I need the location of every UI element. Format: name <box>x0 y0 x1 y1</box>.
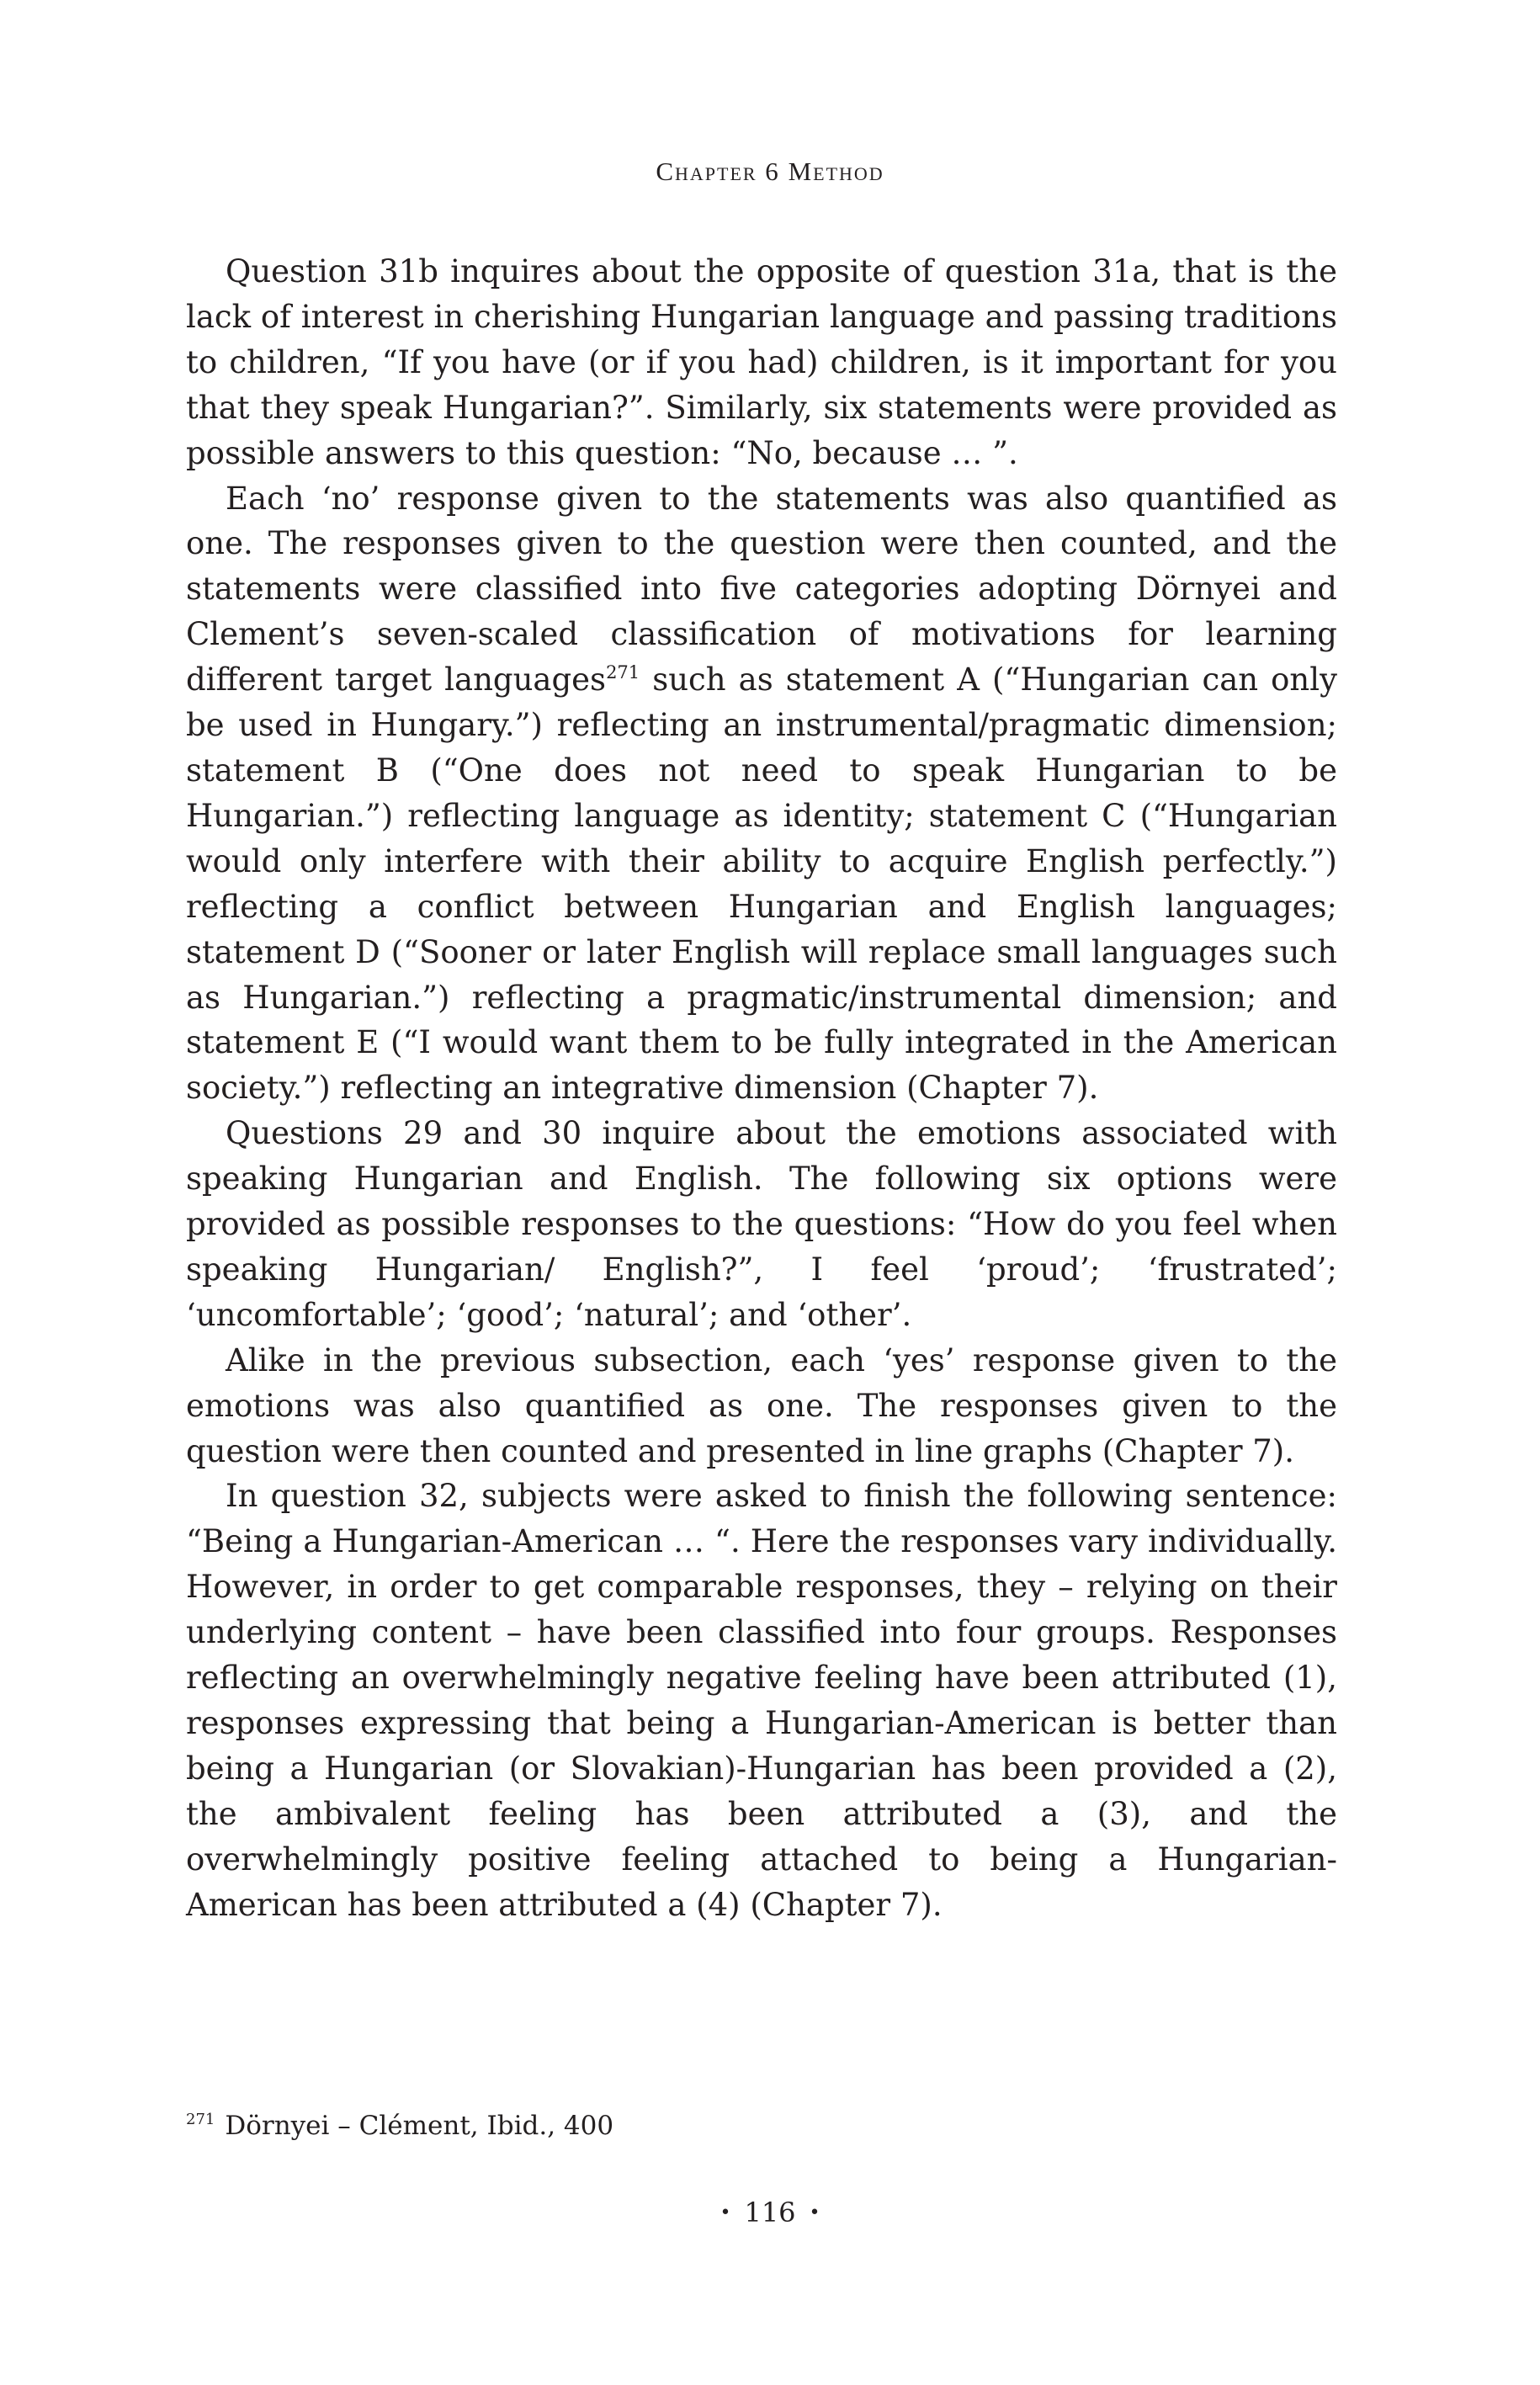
paragraph-3: Questions 29 and 30 inquire about the emotions associated with speaking Hungarian and English. The following six options were provided as possible responses to the questions: “How do you feel when speaking Hungarian/ English?”, I feel ‘proud’; ‘frustrated’; ‘uncomfortable’; ‘good’; ‘natural’; and ‘other’. <box>186 1115 1337 1333</box>
footnote-text: Dörnyei – Clément, Ibid., 400 <box>225 2111 614 2141</box>
paragraph-2 <box>186 476 1337 1112</box>
paragraph-1: Question 31b inquires about the opposite of question 31a, that is the lack of interest in cherishing Hungarian language and passing traditions to children, “If you have (or if you had) children, is it important for you that they speak Hungarian?”. Similarly, six statements were provided as possible answers to this question: “No, because … ”. <box>186 253 1337 471</box>
chapter-label: Chapter 6 <box>656 157 780 186</box>
footnote-reference[interactable]: 271 <box>606 662 640 683</box>
page-number-value: 116 <box>744 2196 796 2228</box>
bullet-icon-left: • <box>720 2202 731 2223</box>
page-number <box>0 2196 1540 2228</box>
paragraph-4: Alike in the previous subsection, each ‘yes’ response given to the emotions was also quantified as one. The responses given to the question were then counted and presented in line graphs (Chapter 7). <box>186 1341 1337 1469</box>
paragraph-2-text-b: such as statement A (“Hungarian can only be used in Hungary.”) reflecting an instrumental/pragmatic dimension; statement B (“One does not need to speak Hungarian to be Hungarian.”) reflecting language as identity; statement C (“Hungarian would only interfere with their ability to acquire English perfectly.”) reflecting a conflict between Hungarian and English languages; statement D (“Sooner or later English will replace small languages such as Hungarian.”) reflecting a pragmatic/instrumental dimension; and statement E (“I would want them to be fully integrated in the American society.”) reflecting an integrative dimension (Chapter 7). <box>186 661 1338 1107</box>
running-head <box>0 157 1540 187</box>
footnote <box>186 2109 1337 2143</box>
bullet-icon-right: • <box>809 2202 820 2223</box>
paragraph-5: In question 32, subjects were asked to finish the following sentence: “Being a Hungarian-American … “. Here the responses vary individually. However, in order to get comparable responses, they – relying on their underlying content – have been classified into four groups. Responses reflecting an overwhelmingly negative feeling have been attributed (1), responses expressing that being a Hungarian-American is better than being a Hungarian (or Slovakian)-Hungarian has been provided a (2), the ambivalent feeling has been attributed a (3), and the overwhelmingly positive feeling attached to being a Hungarian-American has been attributed a (4) (Chapter 7). <box>186 1478 1337 1923</box>
body-text <box>186 249 1337 1928</box>
chapter-title: Method <box>788 157 884 186</box>
paragraph-2-text-a: Each ‘no’ response given to the statements was also quantified as one. The responses given to the question were then counted, and the statements were classified into five categories adopting Dörnyei and Clement’s seven-scaled classification of motivations for learning different target languages <box>186 480 1337 699</box>
footnote-number: 271 <box>186 2111 215 2128</box>
